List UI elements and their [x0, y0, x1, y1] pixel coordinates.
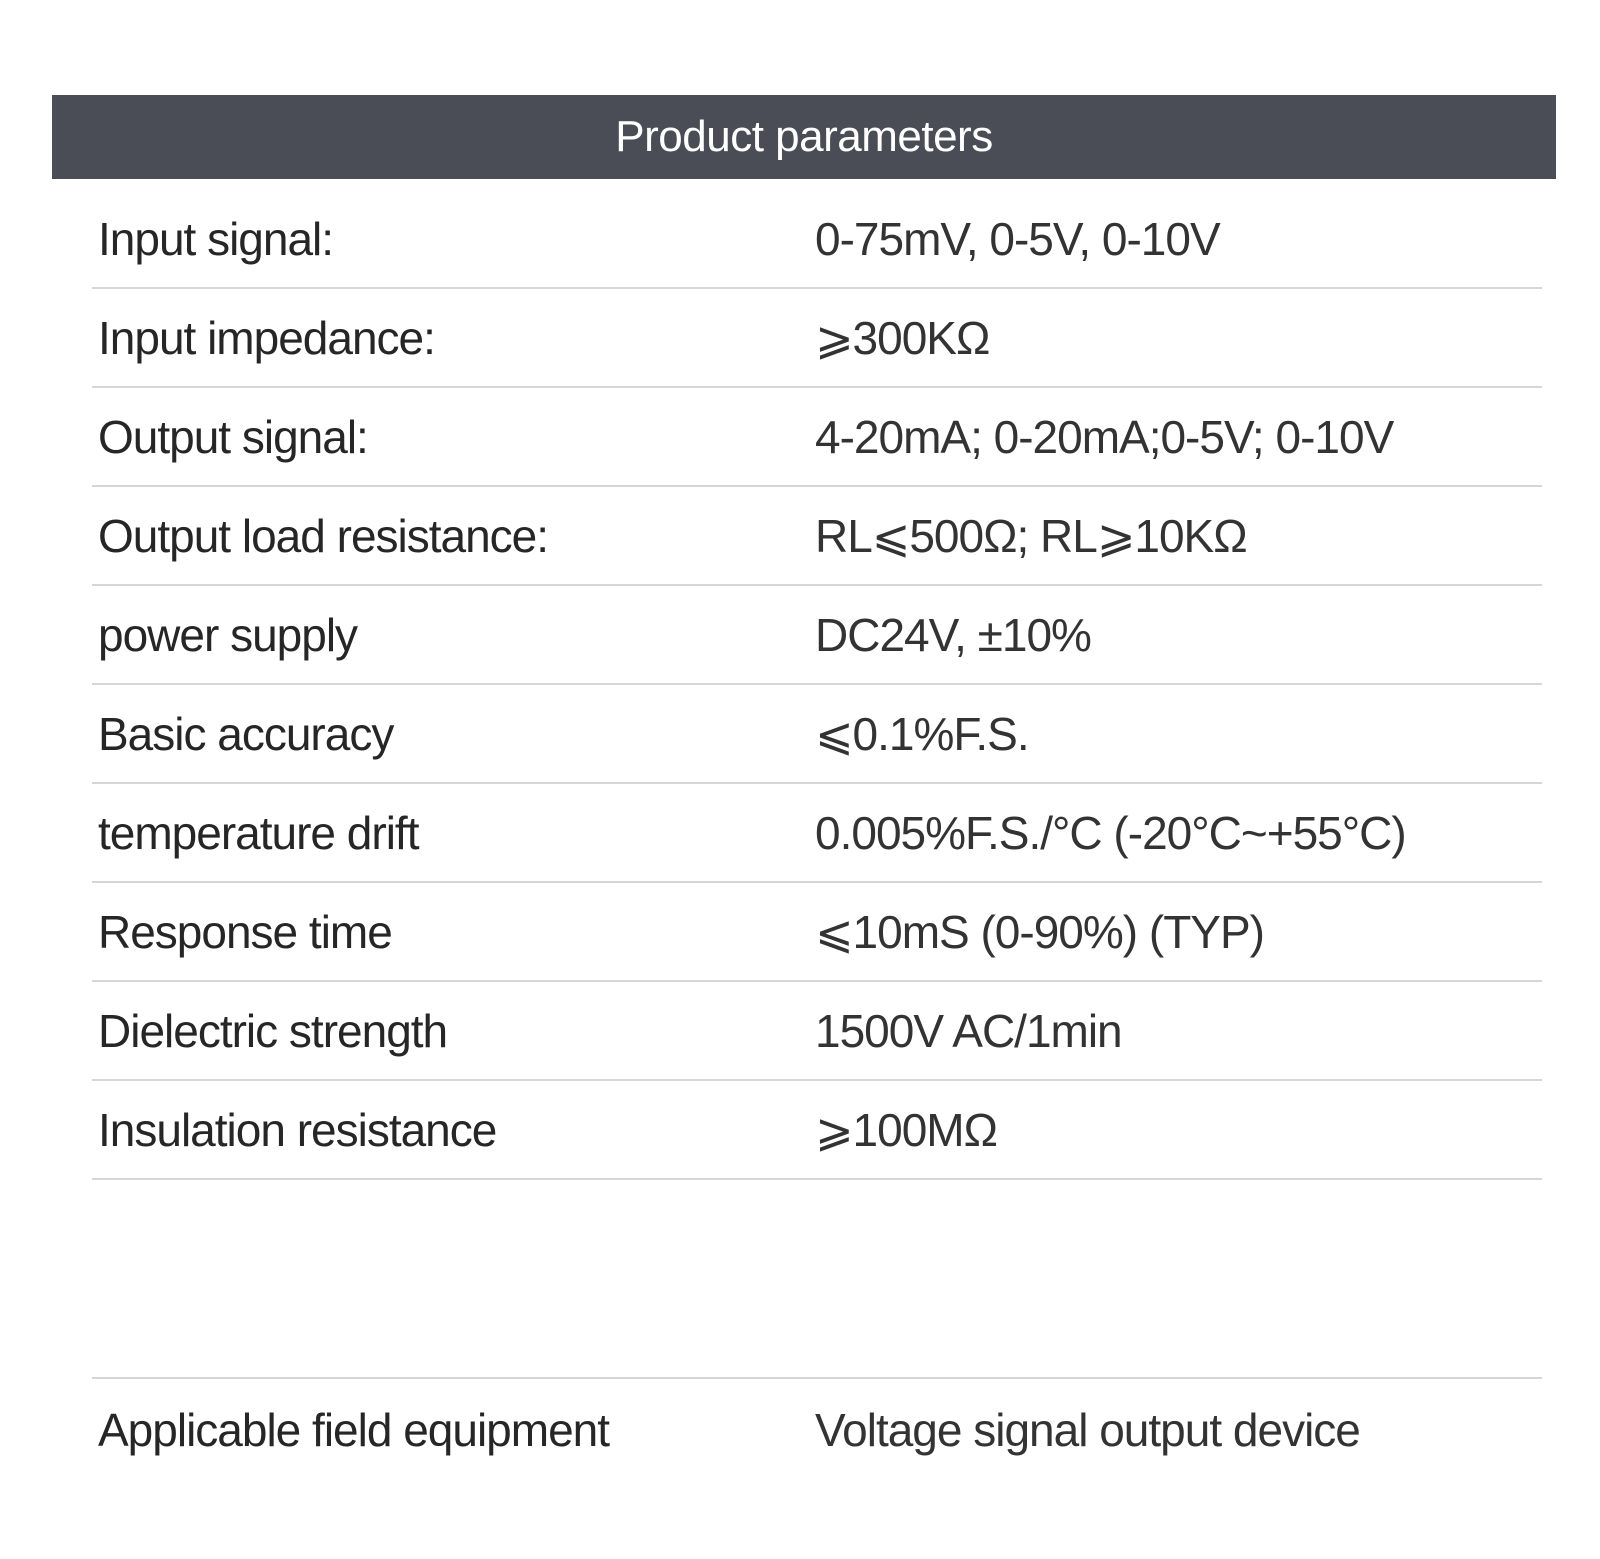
- table-row: [92, 289, 1542, 388]
- row-value: 4-20mA; 0-20mA;0-5V; 0-10V: [815, 410, 1394, 463]
- table-row: [92, 982, 1542, 1081]
- row-value: Voltage signal output device: [815, 1404, 1360, 1456]
- table-row: [92, 883, 1542, 982]
- table-row: [92, 685, 1542, 784]
- row-label: Input impedance:: [98, 311, 435, 364]
- row-label: Dielectric strength: [98, 1004, 448, 1057]
- row-value: ⩽10mS (0-90%) (TYP): [815, 905, 1264, 958]
- row-label: Insulation resistance: [98, 1103, 497, 1156]
- table-row: [92, 1380, 1542, 1480]
- row-value: DC24V, ±10%: [815, 608, 1091, 661]
- row-label: Output load resistance:: [98, 509, 549, 562]
- row-label: Output signal:: [98, 410, 368, 463]
- table-header: [52, 95, 1556, 179]
- table-divider: [92, 1377, 1542, 1379]
- row-value: 0-75mV, 0-5V, 0-10V: [815, 212, 1220, 265]
- table-row: [92, 388, 1542, 487]
- row-value: ⩽0.1%F.S.: [815, 707, 1029, 760]
- table-title: Product parameters: [615, 112, 993, 161]
- table-row: [92, 487, 1542, 586]
- row-value: 1500V AC/1min: [815, 1004, 1122, 1057]
- row-value: RL⩽500Ω; RL⩾10KΩ: [815, 509, 1247, 562]
- row-label: power supply: [98, 608, 358, 661]
- row-value: ⩾300KΩ: [815, 311, 990, 364]
- table-row: [92, 784, 1542, 883]
- row-value: 0.005%F.S./°C (-20°C~+55°C): [815, 806, 1406, 859]
- table-row: [92, 1081, 1542, 1180]
- row-label: Response time: [98, 905, 392, 958]
- row-label: Basic accuracy: [98, 707, 394, 760]
- row-label: temperature drift: [98, 806, 419, 859]
- table-row: [92, 190, 1542, 289]
- row-label: Applicable field equipment: [98, 1404, 610, 1456]
- row-value: ⩾100MΩ: [815, 1103, 997, 1156]
- row-label: Input signal:: [98, 212, 334, 265]
- table-row: [92, 586, 1542, 685]
